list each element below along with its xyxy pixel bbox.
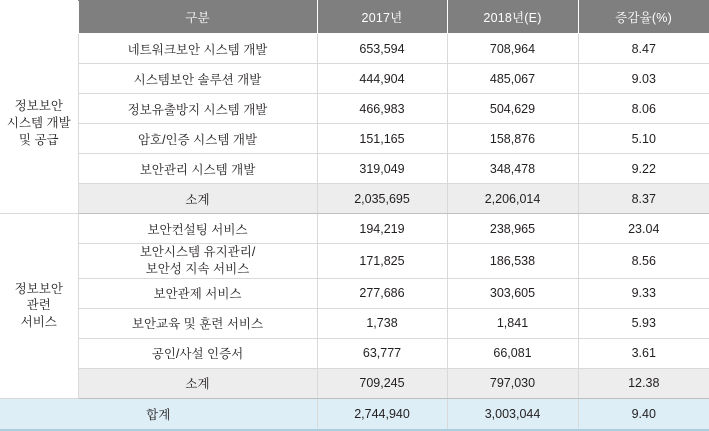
category-line: 관련 [26,298,51,313]
total-row [0,398,709,430]
value-growth-rate: 9.03 [578,64,709,94]
table-row [0,64,709,94]
value-2018: 504,629 [447,94,578,124]
item-name: 보안관리 시스템 개발 [78,154,317,184]
header-cell-category: 구분 [78,1,317,34]
category-line: 서비스 [20,315,57,330]
value-2018: 348,478 [447,154,578,184]
item-name-line: 보안시스템 유지관리/ [139,245,256,259]
value-2017: 63,777 [317,338,447,368]
table-row [0,154,709,184]
value-growth-rate: 5.10 [578,124,709,154]
item-name-line: 보안성 지속 서비스 [145,261,250,276]
table-row [0,94,709,124]
value-growth-rate: 5.93 [578,308,709,338]
category-line: 및 공급 [18,132,59,147]
value-2017: 171,825 [317,244,447,279]
total-2018: 3,003,044 [447,398,578,430]
value-2018: 1,841 [447,308,578,338]
value-2018: 303,605 [447,278,578,308]
table-body [0,34,709,430]
table-row [0,244,709,279]
item-name: 시스템보안 솔루션 개발 [78,64,317,94]
value-2018: 238,965 [447,214,578,244]
value-growth-rate: 9.33 [578,278,709,308]
value-2017: 151,165 [317,124,447,154]
value-2017: 1,738 [317,308,447,338]
subtotal-row [0,184,709,214]
total-label: 합계 [0,398,317,430]
item-name [78,244,317,279]
header-cell-blank [0,1,78,34]
item-name: 보안컨설팅 서비스 [78,214,317,244]
table-row [0,338,709,368]
value-2017: 194,219 [317,214,447,244]
total-growth-rate: 9.40 [578,398,709,430]
subtotal-2018: 797,030 [447,368,578,398]
table-header [0,1,709,34]
subtotal-row [0,368,709,398]
category-cell-security-related-services [0,214,78,399]
value-2018: 158,876 [447,124,578,154]
item-name: 암호/인증 시스템 개발 [78,124,317,154]
value-2018: 186,538 [447,244,578,279]
subtotal-label: 소계 [78,368,317,398]
item-name: 공인/사설 인증서 [78,338,317,368]
table-row [0,34,709,64]
subtotal-2018: 2,206,014 [447,184,578,214]
table-row [0,308,709,338]
subtotal-growth-rate: 12.38 [578,368,709,398]
category-line: 시스템 개발 [6,115,71,130]
table-row [0,278,709,308]
value-2018: 66,081 [447,338,578,368]
category-line: 정보보안 [14,281,63,296]
header-cell-2017: 2017년 [317,1,447,34]
value-2017: 653,594 [317,34,447,64]
subtotal-2017: 2,035,695 [317,184,447,214]
header-cell-growth-rate: 증감율(%) [578,1,709,34]
value-2017: 277,686 [317,278,447,308]
total-2017: 2,744,940 [317,398,447,430]
item-name: 보안관제 서비스 [78,278,317,308]
item-name: 네트워크보안 시스템 개발 [78,34,317,64]
category-line: 정보보안 [14,98,63,113]
value-growth-rate: 3.61 [578,338,709,368]
subtotal-2017: 709,245 [317,368,447,398]
value-2017: 319,049 [317,154,447,184]
item-name: 보안교육 및 훈련 서비스 [78,308,317,338]
item-name: 정보유출방지 시스템 개발 [78,94,317,124]
subtotal-label: 소계 [78,184,317,214]
value-2017: 444,904 [317,64,447,94]
header-cell-2018: 2018년(E) [447,1,578,34]
value-2018: 708,964 [447,34,578,64]
value-growth-rate: 8.47 [578,34,709,64]
value-growth-rate: 9.22 [578,154,709,184]
category-cell-security-system-development [0,34,78,214]
value-2017: 466,983 [317,94,447,124]
header-row [0,1,709,34]
value-growth-rate: 23.04 [578,214,709,244]
table-row [0,124,709,154]
subtotal-growth-rate: 8.37 [578,184,709,214]
value-2018: 485,067 [447,64,578,94]
value-growth-rate: 8.56 [578,244,709,279]
table-row [0,214,709,244]
value-growth-rate: 8.06 [578,94,709,124]
